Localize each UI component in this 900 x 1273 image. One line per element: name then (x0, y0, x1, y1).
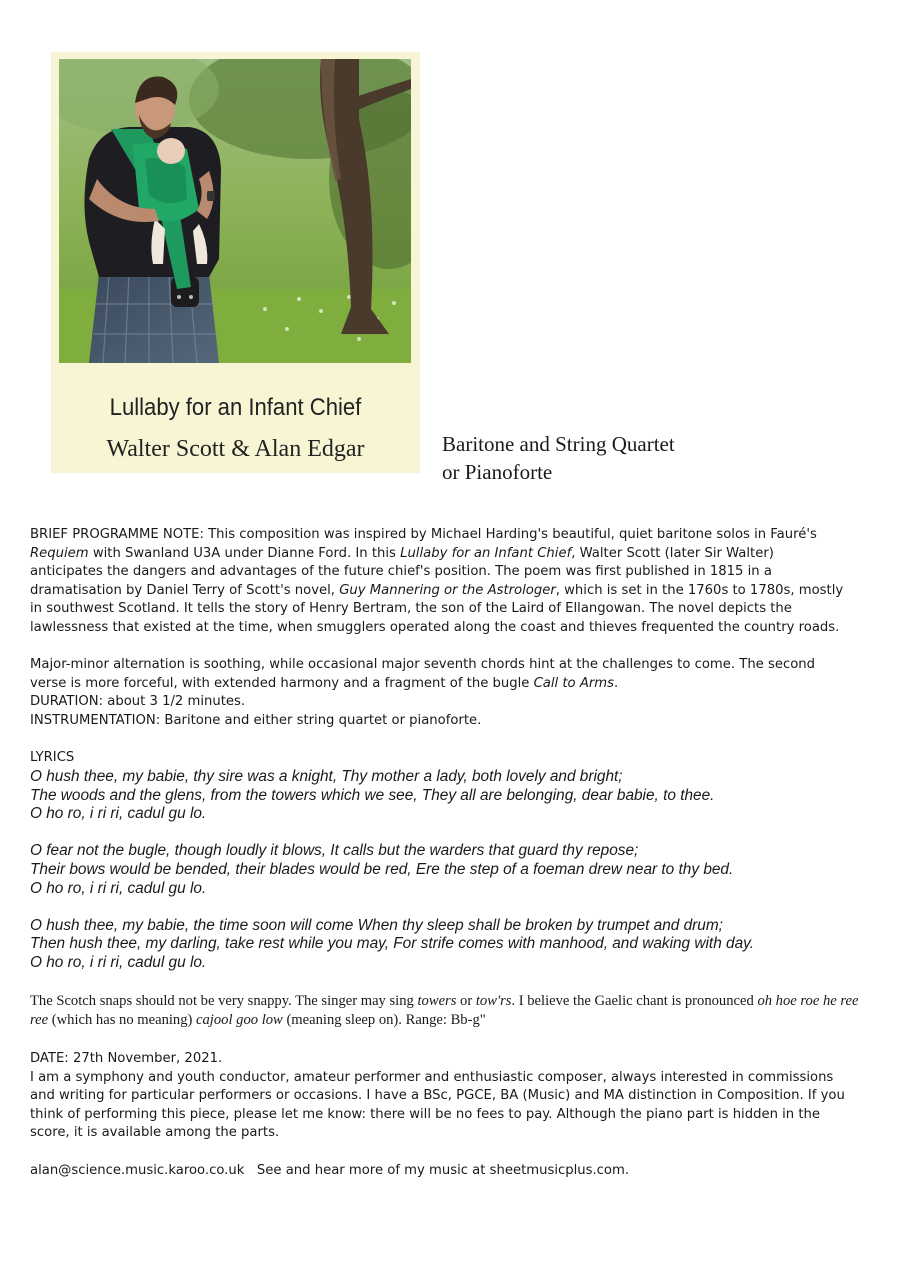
lyrics-stanza-1 (30, 768, 860, 824)
lyrics-heading: LYRICS (30, 750, 75, 765)
lyric-line: O fear not the bugle, though loudly it blows, It calls but the warders that guard thy repose; (30, 842, 639, 860)
contact-line (30, 1162, 850, 1181)
cover-card (51, 52, 420, 473)
subtitle-line-1: Baritone and String Quartet (442, 432, 675, 456)
lyrics-stanza-3 (30, 917, 860, 973)
about-section (30, 1050, 850, 1143)
lyric-line: O ho ro, i ri ri, cadul gu lo. (30, 953, 207, 971)
lyric-line: The woods and the glens, from the towers which we see, They all are belonging, dear babie, to thee. (30, 786, 715, 804)
harmony-paragraph: Major-minor alternation is soothing, while occasional major seventh chords hint at the challenges to come. The second verse is more forceful, with extended harmony and a fragment of the bugle Call to Arms. (30, 657, 816, 691)
programme-note (30, 526, 850, 638)
lyrics-stanza-2 (30, 842, 860, 898)
lyric-line: O hush thee, my babie, thy sire was a knight, Thy mother a lady, both lovely and bright; (30, 768, 623, 785)
email-link[interactable]: alan@science.music.karoo.co.uk (30, 1163, 245, 1178)
more-music-text: See and hear more of my music at sheetmusicplus.com. (244, 1163, 630, 1178)
singing-note: The Scotch snaps should not be very snappy. The singer may sing towers or tow'rs. I believe the Gaelic chant is pronounced oh hoe roe he ree ree (which has no meaning) cajool goo low (meaning sleep on). Range: Bb-g" (30, 993, 859, 1028)
cover-photo (59, 59, 411, 363)
lyrics-block (30, 768, 860, 991)
cover-authors: Walter Scott & Alan Edgar (106, 436, 365, 462)
subtitle-line-2: or Pianoforte (442, 460, 553, 484)
composer-bio: I am a symphony and youth conductor, amateur performer and enthusiastic composer, always interested in commissions and writing for particular performers or occasions. I have a BSc, PGCE, BA (Music) and MA distinction in Composition. If you think of performing this piece, please let me know: there will be no fees to pay. Although the piano part is hidden in the score, it is available among the parts. (30, 1069, 845, 1141)
cover-title: Lullaby for an Infant Chief (109, 394, 362, 421)
instrumentation-text: INSTRUMENTATION: Baritone and either string quartet or pianoforte. (30, 712, 482, 728)
instrumentation-subtitle (442, 430, 675, 486)
lyric-line: Then hush thee, my darling, take rest while you may, For strife comes with manhood, and waking with day. (30, 935, 754, 953)
harmony-note (30, 656, 850, 730)
lyric-line: O ho ro, i ri ri, cadul gu lo. (30, 805, 207, 823)
date-text: DATE: 27th November, 2021. (30, 1051, 223, 1066)
programme-note-paragraph: BRIEF PROGRAMME NOTE: This composition was inspired by Michael Harding's beautiful, quiet baritone solos in Fauré's Requiem with Swanland U3A under Dianne Ford. In this Lullaby for an Infant Chief, Walter Scott (later Sir Walter) anticipates the dangers and advantages of the future chief's position. The poem was first published in 1815 in a dramatisation by Daniel Terry of Scott's novel, Guy Mannering or the Astrologer, which is set in the 1760s to 1780s, mostly in southwest Scotland. It tells the story of Henry Bertram, the son of the Laird of Ellangowan. The novel depicts the lawlessness that existed at the time, when smugglers operated along the coast and thieves frequented the country roads. (30, 527, 844, 635)
lyric-line: O ho ro, i ri ri, cadul gu lo. (30, 879, 207, 897)
duration-text: DURATION: about 3 1/2 minutes. (30, 694, 246, 710)
lyric-line: O hush thee, my babie, the time soon will come When thy sleep shall be broken by trumpet and drum; (30, 916, 723, 934)
lyric-line: Their bows would be bended, their blades would be red, Ere the step of a foeman drew near to thy bed. (30, 860, 734, 878)
